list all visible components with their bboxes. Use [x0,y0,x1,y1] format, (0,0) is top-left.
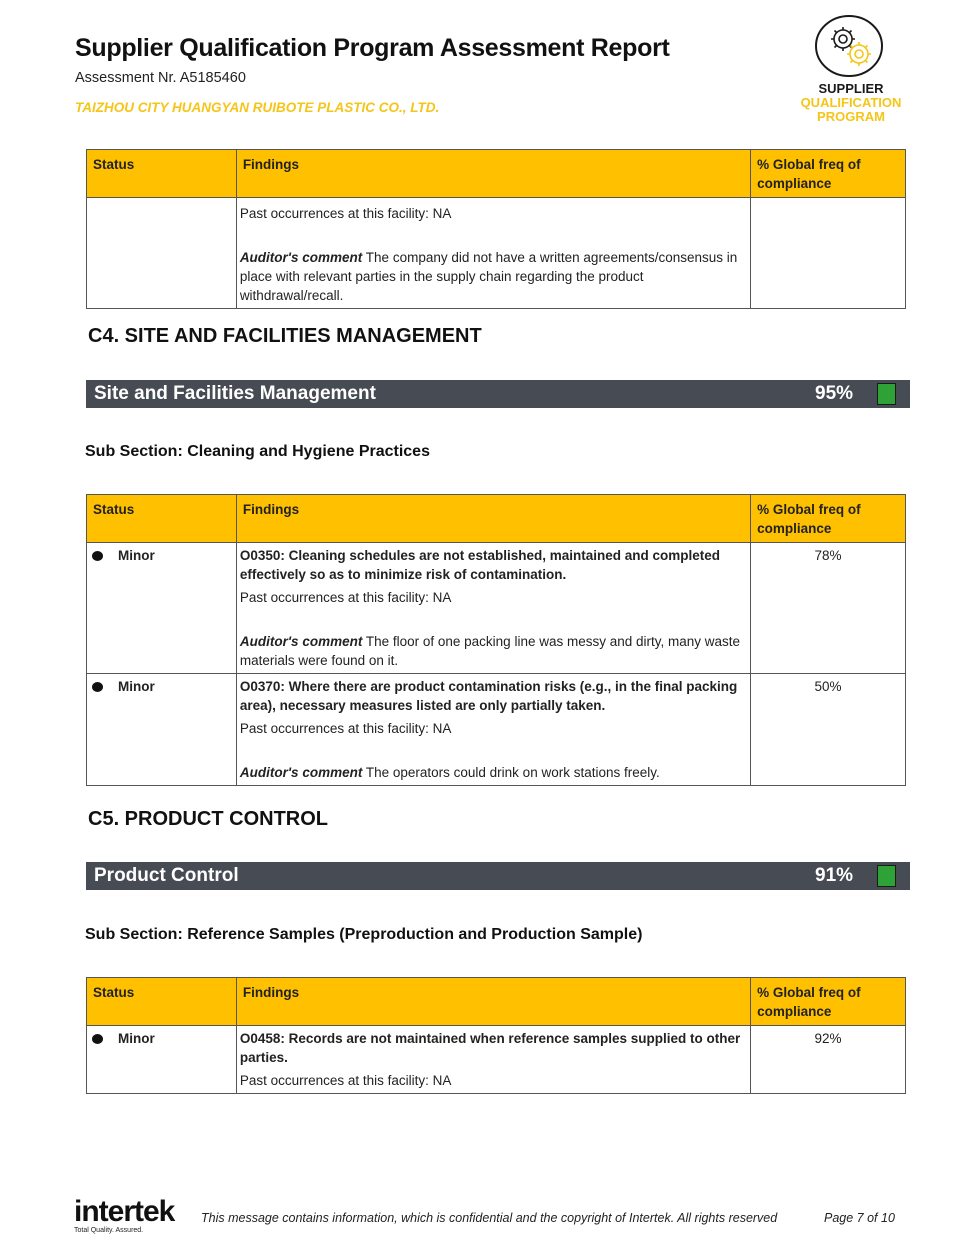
program-logo [796,14,906,124]
section-heading-c5: C5. PRODUCT CONTROL [88,808,328,830]
score-bar-name: Site and Facilities Management [94,383,376,404]
table-row [87,674,906,786]
report-title: Supplier Qualification Program Assessment Report [75,34,670,62]
header-freq: % Global freq of compliance [751,978,906,1026]
status-label: Minor [118,679,155,694]
gears-icon [814,14,888,80]
section-score-bar [86,380,910,408]
auditor-comment [240,634,740,668]
auditor-comment-label: Auditor's comment [239,765,363,780]
bullet-icon [92,551,103,561]
header-freq: % Global freq of compliance [751,150,906,198]
table-header-row [87,495,906,543]
score-bar-percent: 95% [815,383,854,404]
logo-line-qualification: QUALIFICATION [800,95,902,110]
subsection-title: Sub Section: Reference Samples (Preproduction and Production Sample) [85,926,643,943]
past-occurrences: Past occurrences at this facility: NA [239,1073,452,1088]
findings-cell [236,1026,750,1094]
intertek-tagline: Total Quality. Assured. [74,1227,144,1234]
findings-table-c4 [86,494,906,786]
intertek-wordmark: intertek [74,1195,175,1228]
finding-title: O0370: Where there are product contamination risks (e.g., in the final packing area), necessary measures listed are only partially taken. [239,679,738,713]
status-cell [87,1026,237,1094]
bullet-icon [92,1034,103,1044]
header-status: Status [87,495,237,543]
findings-cell [236,543,750,674]
status-cell [87,674,237,786]
findings-cell [236,674,750,786]
table-row [87,198,906,309]
header-status: Status [87,978,237,1026]
auditor-comment-label: Auditor's comment [239,634,363,649]
table-row [87,543,906,674]
past-occurrences: Past occurrences at this facility: NA [239,721,452,736]
findings-table-continued [86,149,906,309]
confidentiality-note: This message contains information, which is confidential and the copyright of Intertek. All rights reserved [201,1211,778,1225]
logo-line-supplier: SUPPLIER [818,81,884,96]
auditor-comment-text: The floor of one packing line was messy and dirty, many waste materials were found on it. [239,634,741,668]
status-label: Minor [118,1031,155,1046]
section-score-bar [86,862,910,890]
finding-title: O0458: Records are not maintained when reference samples supplied to other parties. [239,1031,741,1065]
bullet-icon [92,682,103,692]
auditor-comment [240,250,737,303]
header-freq: % Global freq of compliance [751,495,906,543]
findings-cell [236,198,750,309]
status-cell [87,543,237,674]
subsection-title: Sub Section: Cleaning and Hygiene Practices [85,443,430,460]
freq-cell: 50% [751,674,906,786]
finding-title: O0350: Cleaning schedules are not established, maintained and completed effectively so as to minimize risk of contamination. [239,548,720,582]
score-bar-name: Product Control [94,865,239,886]
company-name: TAIZHOU CITY HUANGYAN RUIBOTE PLASTIC CO., LTD. [75,100,440,115]
status-square-icon [877,865,896,887]
freq-cell [751,198,906,309]
table-header-row [87,978,906,1026]
table-header-row [87,150,906,198]
status-cell [87,198,237,309]
header-findings: Findings [236,495,750,543]
auditor-comment-label: Auditor's comment [239,250,363,265]
status-label: Minor [118,548,155,563]
section-heading-c4: C4. SITE AND FACILITIES MANAGEMENT [88,325,482,347]
intertek-logo [74,1195,175,1234]
header-findings: Findings [236,150,750,198]
assessment-number: Assessment Nr. A5185460 [75,70,246,86]
page-number: Page 7 of 10 [824,1211,895,1225]
auditor-comment [240,765,660,780]
header-findings: Findings [236,978,750,1026]
past-occurrences: Past occurrences at this facility: NA [239,590,452,605]
past-occurrences: Past occurrences at this facility: NA [239,206,452,221]
freq-cell: 78% [751,543,906,674]
score-bar-percent: 91% [815,865,854,886]
auditor-comment-text: The operators could drink on work stations freely. [362,765,660,780]
status-square-icon [877,383,896,405]
auditor-comment-text: The company did not have a written agreements/consensus in place with relevant parties in the supply chain regarding the product withdrawal/recall. [239,250,738,303]
freq-cell: 92% [751,1026,906,1094]
table-row [87,1026,906,1094]
findings-table-c5 [86,977,906,1094]
logo-line-program: PROGRAM [817,109,885,124]
header-status: Status [87,150,237,198]
